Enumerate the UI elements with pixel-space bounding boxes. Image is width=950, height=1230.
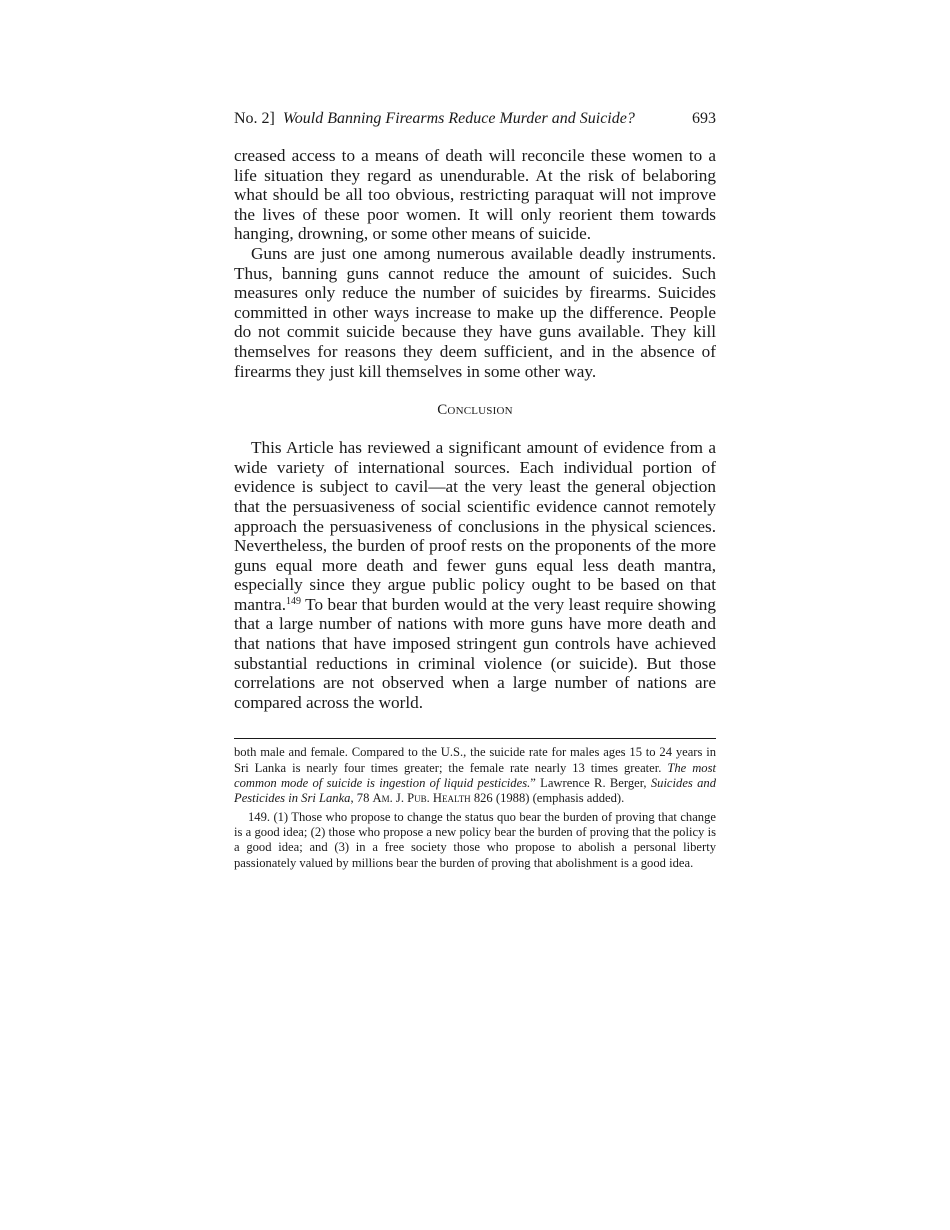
footnotes	[234, 745, 716, 870]
conclusion-text-part-1: This Article has reviewed a significant amount of evidence from a wide variety of international sources. Each individual portion of evidence is subject to cavil—at the very least the general objection that the persuasiveness of social scientific evidence cannot remotely approach the persuasiveness of conclusions in the physical sciences. Nevertheless, the burden of proof rests on the proponents of the more guns equal more death and fewer guns equal less death mantra, especially since they argue public policy ought to be based on that mantra.	[234, 438, 716, 614]
page-number: 693	[692, 110, 716, 127]
paragraph-continued: creased access to a means of death will reconcile these women to a life situation they regard as unendurable. At the risk of belaboring what should be all too obvious, restricting paraquat will not improve the lives of these poor women. It will only reorient them towards hanging, drowning, or some other means of suicide.	[234, 146, 716, 244]
conclusion-text-part-2: To bear that burden would at the very least require showing that a large number of nations with more guns have more death and that nations that have imposed stringent gun controls have achieved substantial reductions in criminal violence (or suicide). But those correlations are not observed when a large number of nations are compared across the world.	[234, 594, 716, 712]
page	[234, 108, 716, 871]
footnote-journal: Am. J. Pub. Health	[372, 791, 471, 806]
footnote-149: 149. (1) Those who propose to change the status quo bear the burden of proving that change is a good idea; (2) those who propose a new policy bear the burden of proving that the policy is a good idea; and (3) in a free society those who propose to abolish a personal liberty passionately valued by millions bear the burden of proving that abolishment is a good idea.	[234, 809, 716, 870]
running-head	[234, 108, 716, 130]
footnote-italic-quote: The most common mode of suicide is ingestion of liquid pesticides.	[234, 760, 716, 791]
paragraph-conclusion	[234, 438, 716, 712]
paragraph-guns: Guns are just one among numerous available deadly instruments. Thus, banning guns cannot reduce the amount of suicides. Such measures only reduce the number of suicides by firearms. Suicides committed in other ways increase to make up the difference. People do not commit suicide because they have guns available. They kill themselves for reasons they deem sufficient, and in the absence of firearms they just kill themselves in some other way.	[234, 243, 716, 381]
footnote-continued: both male and female. Compared to the U.S., the suicide rate for males ages 15 to 24 years in Sri Lanka is nearly four times greater; the female rate nearly 13 times greater. The most common mode of suicide is ingestion of liquid pesticides.” Lawrence R. Berger, Suicides and Pesticides in Sri Lanka, 78 Am. J. Pub. Health 826 (1988) (emphasis added).	[234, 745, 716, 806]
footnote-ref-149[interactable]: 149	[286, 595, 302, 607]
section-heading-conclusion: Conclusion	[437, 402, 513, 419]
article-title: Would Banning Firearms Reduce Murder and Suicide?	[282, 110, 635, 127]
footnote-cited-title: Suicides and Pesticides in Sri Lanka	[234, 776, 716, 806]
issue-number: No. 2]	[234, 110, 275, 127]
body-text	[234, 146, 716, 712]
footnote-rule	[234, 738, 716, 739]
